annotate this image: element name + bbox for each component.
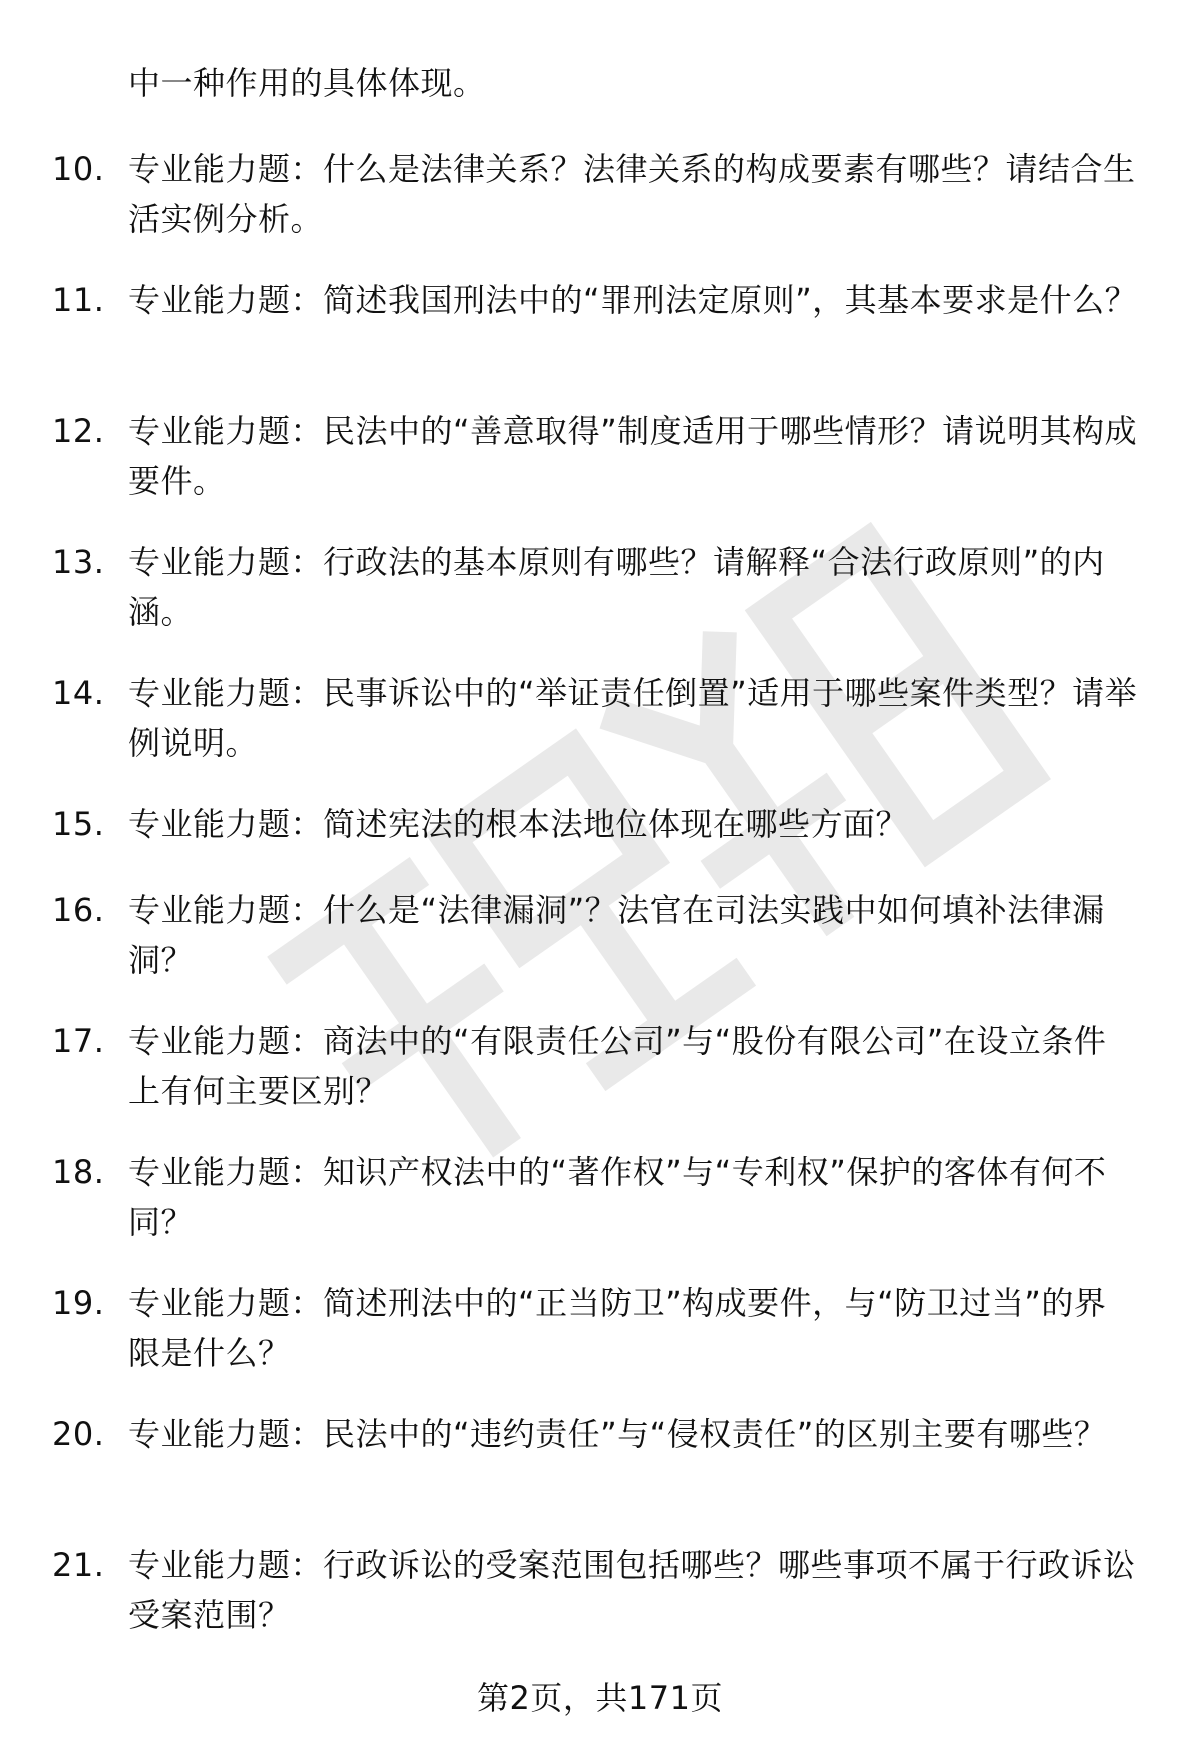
question-number: 14. [52,674,105,712]
question-item [52,1016,1142,1116]
question-item [52,275,1142,325]
question-number: 15. [52,805,105,843]
question-item [52,1409,1142,1459]
question-text: 专业能力题：简述我国刑法中的“罪刑法定原则”，其基本要求是什么？ [128,281,1138,319]
question-number: 19. [52,1284,105,1322]
question-text: 专业能力题：知识产权法中的“著作权”与“专利权”保护的客体有何不同？ [128,1153,1107,1241]
question-item [52,668,1142,768]
question-item [52,406,1142,506]
question-text: 专业能力题：什么是法律关系？法律关系的构成要素有哪些？请结合生活实例分析。 [128,150,1136,238]
question-text: 专业能力题：民法中的“善意取得”制度适用于哪些情形？请说明其构成要件。 [128,412,1138,500]
page-footer: 第2页，共171页 [477,1679,723,1717]
question-text: 专业能力题：民法中的“违约责任”与“侵权责任”的区别主要有哪些？ [128,1415,1107,1453]
question-number: 21. [52,1546,105,1584]
question-item [52,1147,1142,1247]
question-number: 11. [52,281,105,319]
question-number: 18. [52,1153,105,1191]
question-number: 17. [52,1022,105,1060]
question-number: 16. [52,891,105,929]
question-item [52,885,1142,985]
question-text: 专业能力题：民事诉讼中的“举证责任倒置”适用于哪些案件类型？请举例说明。 [128,674,1138,762]
question-text: 专业能力题：简述宪法的根本法地位体现在哪些方面？ [128,805,909,843]
question-item [52,1278,1142,1378]
question-item [52,144,1142,244]
question-item [52,537,1142,637]
question-number: 12. [52,412,105,450]
lead-paragraph: 中一种作用的具体体现。 [128,64,486,102]
question-number: 13. [52,543,105,581]
question-item [52,1540,1142,1640]
question-number: 10. [52,150,105,188]
question-text: 专业能力题：商法中的“有限责任公司”与“股份有限公司”在设立条件上有何主要区别？ [128,1022,1107,1110]
question-text: 专业能力题：行政法的基本原则有哪些？请解释“合法行政原则”的内涵。 [128,543,1105,631]
question-text: 专业能力题：简述刑法中的“正当防卫”构成要件，与“防卫过当”的界限是什么？ [128,1284,1107,1372]
question-item [52,799,1142,849]
question-text: 专业能力题：行政诉讼的受案范围包括哪些？哪些事项不属于行政诉讼受案范围？ [128,1546,1136,1634]
question-text: 专业能力题：什么是“法律漏洞”？法官在司法实践中如何填补法律漏洞？ [128,891,1105,979]
question-number: 20. [52,1415,105,1453]
